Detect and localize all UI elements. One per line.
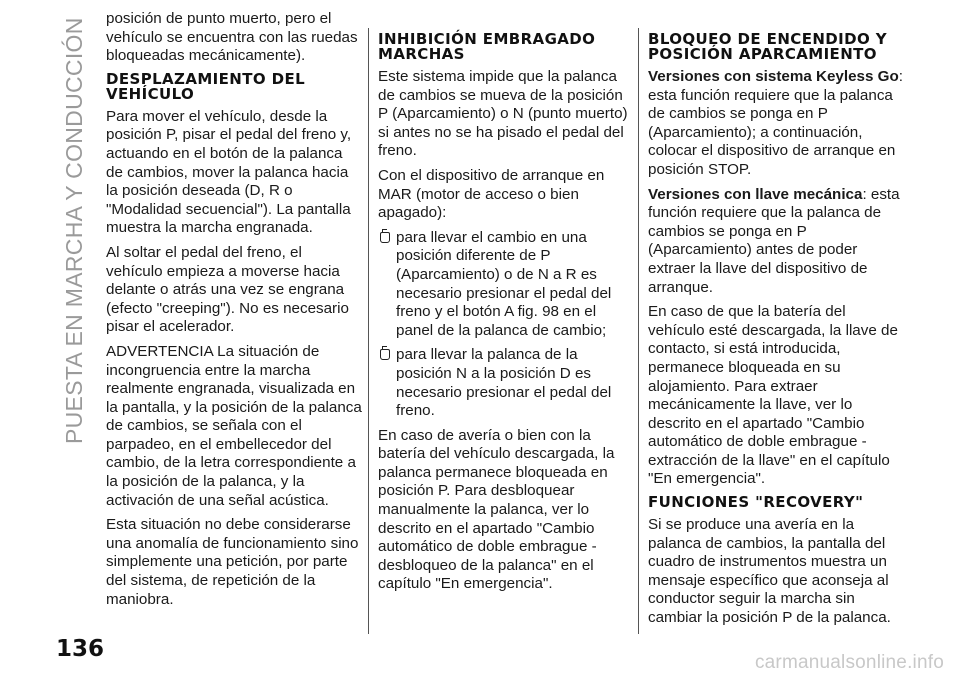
bold-lead: Versiones con llave mecánica xyxy=(648,185,863,203)
list-item xyxy=(378,229,630,341)
section-heading-bloqueo: BLOQUEO DE ENCENDIDO Y POSICIÓN APARCAMIENTO xyxy=(648,30,888,63)
column-1 xyxy=(106,10,362,615)
bold-lead: Versiones con sistema Keyless Go xyxy=(648,68,899,85)
paragraph: Este sistema impide que la palanca de cambios se mueva de la posición P (Aparcamiento) o N (punto muerto) si antes no se ha pisado el pedal del freno. xyxy=(378,68,628,160)
paragraph: Esta situación no debe considerarse una anomalía de funcionamiento sino simplemente una petición, por parte del sistema, de repetición de la maniobra. xyxy=(106,516,359,608)
paragraph xyxy=(648,68,906,180)
bullet-icon xyxy=(380,349,390,360)
paragraph: En caso de que la batería del vehículo esté descargada, la llave de contacto, si está introducida, permanece bloqueada en su alojamiento. Para extraer mecánicamente la llave, ver lo descrito en el apartado "Cambio automático de doble embrague - extracción de la llave" en el capítulo "En emergencia". xyxy=(648,303,898,488)
column-divider xyxy=(368,28,369,634)
paragraph xyxy=(648,186,906,298)
page-number: 136 xyxy=(56,636,105,662)
chapter-side-title xyxy=(56,17,96,444)
section-heading-desplazamiento: DESPLAZAMIENTO DEL VEHÍCULO xyxy=(106,69,306,103)
column-3 xyxy=(648,32,906,634)
paragraph: Para mover el vehículo, desde la posición P, pisar el pedal del freno y, actuando en el botón de la palanca de cambios, mover la palanca hacia la posición deseada (D, R o "Modalidad secuencial"). La pantalla muestra la marcha engranada. xyxy=(106,107,352,237)
section-heading-inhibicion: INHIBICIÓN EMBRAGADO MARCHAS xyxy=(378,30,596,63)
column-divider xyxy=(638,28,639,634)
paragraph: Al soltar el pedal del freno, el vehículo empieza a moverse hacia delante o atrás una vez se engrana (efecto "creeping"). No es necesario pisar el acelerador. xyxy=(106,243,349,336)
list-item xyxy=(378,346,630,420)
paragraph: Si se produce una avería en la palanca de cambios, la pantalla del cuadro de instrumentos muestra un mensaje específico que aconseja al conductor seguir la marcha sin cambiar la posición P de la palanca. xyxy=(648,516,891,627)
paragraph: posición de punto muerto, pero el vehículo se encuentra con las ruedas bloqueadas mecánicamente). xyxy=(106,10,358,65)
paragraph: En caso de avería o bien con la batería del vehículo descargada, la palanca permanece bloqueada en posición P. Para desbloquear manualmente la palanca, ver lo descrito en el apartado "Cambio automático de doble embrague - desbloqueo de la palanca" en el capítulo "En emergencia". xyxy=(378,426,615,593)
warning-paragraph: ADVERTENCIA La situación de incongruencia entre la marcha realmente engranada, visualizada en la pantalla, y la posición de la palanca de cambios, se señala con el parpadeo, en el embellecedor del cambio, de la letra correspondiente a la posición de la palanca, y la activación de una señal acústica. xyxy=(106,342,362,509)
chapter-title-text: PUESTA EN MARCHA Y CONDUCCIÓN xyxy=(61,17,87,444)
section-heading-recovery: FUNCIONES "RECOVERY" xyxy=(648,493,864,512)
list-item-text: para llevar el cambio en una posición diferente de P (Aparcamiento) o de N a R es necesario presionar el pedal del freno y el botón A fig. 98 en el panel de la palanca de cambio; xyxy=(396,228,612,339)
bullet-icon xyxy=(380,232,390,243)
list-item-text: para llevar la palanca de la posición N a la posición D es necesario presionar el pedal del freno. xyxy=(396,346,612,420)
column-2 xyxy=(378,32,630,600)
paragraph-text: : esta función requiere que la palanca de cambios se ponga en P (Aparcamiento) antes de poder extraer la llave del dispositivo de arranque. xyxy=(648,185,900,296)
paragraph: Con el dispositivo de arranque en MAR (motor de acceso o bien apagado): xyxy=(378,166,605,222)
watermark: carmanualsonline.info xyxy=(754,652,944,673)
paragraph-text: : esta función requiere que la palanca de cambios se ponga en P (Aparcamiento); a continuación, colocar el dispositivo de arranque en posición STOP. xyxy=(648,68,903,178)
